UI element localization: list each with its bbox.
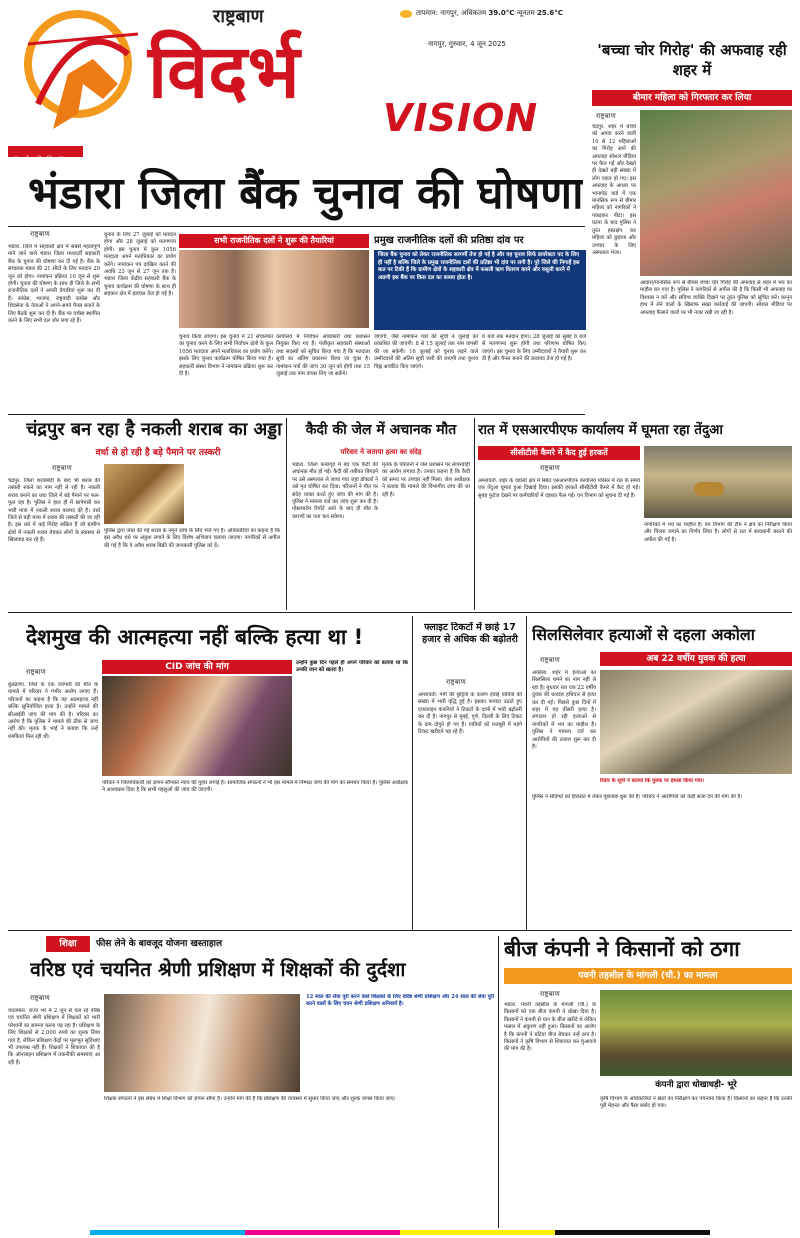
deshmukh-body: बुलढाणा. जिले के एक व्यापारी की मौत के मामले में परिवार ने गंभीर आरोप लगाए हैं। परिजनों का कहना है कि यह आत्महत्या नहीं बल्कि सुनियोजित हत्या है। उन्होंने मामले की सीआईडी जांच की मांग की है। परिवार का आरोप है कि पुलिस ने मामले की ठीक से जांच नहीं की। मृतक के भाई ने बताया कि उन्हें धमकियां मिल रही थीं।: [8, 682, 98, 740]
akola-body: अकोला. शहर में हत्याओं का सिलसिला थमने का नाम नहीं ले रहा है। बुधवार रात एक 22 वर्षीय युवक की धारदार हथियार से हत्या कर दी गई। पिछले कुछ दिनों में शहर में यह तीसरी हत्या है। लगातार हो रही हत्याओं से नागरिकों में भय का माहौल है। पुलिस ने मामला दर्ज कर आरोपियों की तलाश शुरू कर दी है।: [532, 670, 596, 751]
kaidi-body: भंडारा. जिला कारागृह में बंद एक कैदी की अचानक मौत हो गई। कैदी की तबीयत बिगड़ने पर उसे अस्पताल ले जाया गया जहां डॉक्टरों ने उसे मृत घोषित कर दिया। परिजनों ने मौत पर संदेह व्यक्त करते हुए जांच की मांग की है। पुलिस ने मामला दर्ज कर जांच शुरू कर दी है। पोस्टमार्टम रिपोर्ट आने के बाद ही मौत के कारणों का पता चल सकेगा।: [292, 462, 378, 520]
side-tag: राष्ट्रबाण: [596, 112, 616, 120]
side-sub: बीमार महिला को गिरफ्तार कर लिया: [592, 90, 792, 106]
lead-side-headline: प्रमुख राजनीतिक दलों की प्रतिष्ठा दांव पर: [374, 235, 524, 246]
akola-tag: राष्ट्रबाण: [540, 656, 560, 664]
lead-col3: चुनाव किया जाएगा। इस चुनाव में 21 संचालकों का चुनाव करने के लिए सभी निर्वाचन क्षेत्रों के कुल 1056 मतदाता अपने मताधिकार का प्रयोग करेंगे। इसके लिए चुनाव कार्यक्रम घोषित किया गया है। सहकारी संस्था विभाग ने नामांकन प्रक्रिया शुरू कर दी है।: [179, 334, 273, 378]
akola-body2: पुलिस ने संदिग्धों को हिरासत में लेकर पूछताछ शुरू की है। परिवार ने आरोपियों को कड़ी सजा देने की मांग की है।: [532, 794, 743, 800]
weather-icon: [400, 10, 412, 18]
raat-tag: राष्ट्रबाण: [540, 464, 560, 472]
akola-caption: रिवार के सूत्रों ने बताया कि युवक पर हमला किया गया।: [600, 778, 704, 784]
lead-tag: राष्ट्रबाण: [30, 230, 50, 238]
archer-logo: [8, 4, 153, 154]
weather-label: तापमान: नागपुर, अधिकतम: [416, 9, 487, 17]
lead-side-box: जिला बैंक चुनाव को लेकर राजनीतिक सरगर्मी तेज हो गई है और यह चुनाव सिर्फ डायरेक्टर पद के लिए ही नहीं है बल्कि जिले के प्रमुख राजनीतिक दलों की प्रतिष्ठा भी दांव पर लगी है। पूरे जिले की निगाहें इस बात पर टिकी हैं कि ग्रामीण क्षेत्रों के सहकारी क्षेत्र में फसली ऋण वितरण करने और वसूली करने में अग्रणी इस बैंक पर किस दल का कब्जा होता है।: [374, 250, 586, 330]
dateline: नागपुर, गुरुवार, 4 जून 2025: [428, 40, 506, 48]
masthead: [8, 4, 586, 163]
deshmukh-photo: [102, 676, 292, 776]
shiksha-label: शिक्षा: [46, 936, 90, 952]
brand-big: विदर्भ: [148, 29, 300, 115]
kaidi-sub: परिवार ने जताया हत्या का संदेह: [340, 448, 422, 456]
shiksha-headline: वरिष्ठ एवं चयनित श्रेणी प्रशिक्षण में शिक्षकों की दुर्दशा: [30, 958, 406, 981]
chandrapur-sub: वर्धा से हो रही है बड़े पैमाने पर तस्करी: [95, 448, 221, 458]
beej-sub: पवनी तहसील के मांगली (चौ.) का मामला: [504, 968, 792, 984]
kaidi-body2: मृतक के परिजनों ने जेल प्रशासन पर लापरवाही का आरोप लगाया है। उनका कहना है कि कैदी को समय पर उपचार नहीं मिला। जेल अधीक्षक ने बताया कि मामले की विभागीय जांच की जा रही है।: [382, 462, 470, 498]
akola-headline: सिलसिलेवार हत्याओं से दहला अकोला: [532, 625, 755, 644]
lead-photo: [179, 250, 369, 328]
lead-col4: कार्यालय में निर्वाचन अधिकारी तथा प्रशासन नियुक्त किए गए हैं। पंजीकृत सहकारी संस्थाओं तथा सदस्यों को सूचित किया गया है कि मतदाता सूची का अंतिम प्रकाशन किया जा चुका है। नामांकन पत्रों की जांच 30 जून को होगी तथा 15 जुलाई तक नाम वापस लिए जा सकेंगे।: [276, 334, 370, 378]
flight-headline: फ्लाइट टिकटों में छाहे 17 हजार से अधिक की बढ़ोतरी: [422, 622, 518, 645]
raat-body: अमरावती. शहर के वडाली क्षेत्र में स्थित एसआरपीएफ कार्यालय परिसर में रात के समय एक तेंदुआ घूमता हुआ दिखाई दिया। इसकी हरकतें सीसीटीवी कैमरे में कैद हो गईं। सुबह फुटेज देखने पर कर्मचारियों में दहशत फैल गई। वन विभाग को सूचना दी गई है।: [478, 478, 640, 499]
raat-photo: [644, 446, 792, 518]
kaidi-headline: कैदी की जेल में अचानक मौत: [305, 422, 457, 438]
raat-sub: सीसीटीवी कैमरे में कैद हुई हरकतें: [478, 446, 640, 460]
color-bar: [90, 1230, 710, 1235]
raat-headline: रात में एसआरपीएफ कार्यालय में घूमता रहा तेंदुआ: [478, 422, 723, 438]
shiksha-photo: [104, 994, 300, 1092]
beej-body2: कृषि विभाग के अधिकारियों ने खेतों का निरीक्षण कर पंचनामा किया है। किसानों का कहना है कि उनकी पूरी मेहनत और पैसा बर्बाद हो गया।: [600, 1096, 792, 1110]
lead-col2: चुनाव के लिए 27 जुलाई को मतदान होगा और 28 जुलाई को मतगणना होगी। इस चुनाव में कुल 1056 मतदाता अपने मताधिकार का प्रयोग करेंगे। नामांकन पत्र दाखिल करने की अवधि 23 जून से 27 जून तक है। भंडारा जिला केंद्रीय सहकारी बैंक के चुनाव कार्यक्रम की घोषणा के साथ ही सहकार क्षेत्र में हलचल तेज हो गई है।: [104, 232, 176, 298]
weather-min: 25.6°C: [537, 9, 563, 17]
motto-bar: [8, 146, 83, 163]
shiksha-body: यवतमाल. राज्य भर में 2 जून से चल रहे वरिष्ठ एवं चयनित श्रेणी प्रशिक्षण में शिक्षकों को भारी परेशानी का सामना करना पड़ रहा है। प्रशिक्षण के लिए शिक्षकों से 2,000 रुपये का शुल्क लिया गया है, लेकिन प्रशिक्षण केंद्रों पर मूलभूत सुविधाएं भी उपलब्ध नहीं हैं। शिक्षकों ने शिकायत की है कि ऑनलाइन प्रशिक्षण में तकनीकी समस्याएं आ रही हैं।: [8, 1008, 100, 1066]
shiksha-body2: शिक्षक संगठनों ने इस संबंध में शिक्षा विभाग को ज्ञापन सौंपा है। उन्होंने मांग की है कि प्रशिक्षण की व्यवस्था में सुधार किया जाए और शुल्क वापस किया जाए।: [104, 1096, 396, 1102]
weather-min-label: न्यूनतम: [516, 9, 535, 17]
chandrapur-tag: राष्ट्रबाण: [52, 464, 72, 472]
flight-body: अमरावती. गर्मी की छुट्टियों के कारण हवाई यात्रियों की संख्या में भारी वृद्धि हुई है। इसका फायदा उठाते हुए एयरलाइन कंपनियों ने टिकटों के दामों में भारी बढ़ोतरी कर दी है। नागपुर से मुंबई, पुणे, दिल्ली के लिए टिकट के दाम दोगुने हो गए हैं। यात्रियों को मजबूरी में महंगे टिकट खरीदने पड़ रहे हैं।: [418, 692, 522, 736]
deshmukh-tag: राष्ट्रबाण: [26, 668, 46, 676]
akola-sub: अब 22 वर्षीय युवक की हत्या: [600, 652, 792, 666]
lead-body: भंडारा. जिले में सहकारी क्षेत्र में सबसे महत्वपूर्ण माने जाने वाले भंडारा जिला मध्यवर्ती सहकारी बैंक के चुनाव की घोषणा कर दी गई है। बैंक के संचालक मंडल की 21 सीटों के लिए मतदान 29 जून को होगा। नामांकन प्रक्रिया 10 जून से शुरू होगी। चुनाव की घोषणा के साथ ही जिले के सभी राजनीतिक दलों ने अपनी तैयारियां शुरू कर दी हैं। कांग्रेस, भाजपा, राष्ट्रवादी कांग्रेस और शिवसेना के नेताओं ने अपने-अपने पैनल बनाने के लिए बैठकें शुरू कर दी हैं। बैंक पर वर्चस्व स्थापित करने के लिए सभी दल जोर लगा रहे हैं।: [8, 244, 100, 325]
leopard-figure: [694, 482, 724, 496]
lead-headline: भंडारा जिला बैंक चुनाव की घोषणा: [28, 168, 583, 219]
chandrapur-headline: चंद्रपुर बन रहा है नकली शराब का अड्डा: [26, 419, 282, 440]
lead-photo-bar: सभी राजनीतिक दलों ने शुरू की तैयारियां: [179, 234, 369, 248]
akola-photo: [600, 670, 792, 774]
weather-max: 39.0°C: [488, 9, 515, 17]
side-body-cont: आवारा/मानसिक रूप से बीमार बच्चा चोर गिरोह की अफवाह से शहर में भय का माहौल बन गया है। पुलिस ने नागरिकों से अपील की है कि किसी भी अफवाह पर विश्वास न करें और संदिग्ध व्यक्ति दिखने पर तुरंत पुलिस को सूचित करें। कानून हाथ में लेने वालों के खिलाफ सख्त कार्रवाई की जाएगी। सोशल मीडिया पर अफवाह फैलाने वालों पर भी नजर रखी जा रही है।: [640, 280, 792, 316]
weather-strip: [416, 9, 563, 18]
beej-body: भंडारा. पवनी तहसील के मांगली (चौ.) के किसानों को एक बीज कंपनी ने धोखा दिया है। किसानों ने कंपनी से धान के बीज खरीदे थे लेकिन फसल में अंकुरण नहीं हुआ। किसानों का आरोप है कि कंपनी ने घटिया बीज बेचकर उन्हें ठगा है। किसानों ने कृषि विभाग से शिकायत कर मुआवजे की मांग की है।: [504, 1002, 596, 1053]
shiksha-kicker: फीस लेने के बावजूद योजना खस्ताहाल: [96, 939, 223, 949]
side-photo: [640, 110, 792, 276]
beej-tag: राष्ट्रबाण: [540, 990, 560, 998]
chandrapur-photo: [104, 464, 184, 524]
chandrapur-body2: पुलिस द्वारा जब्त की गई शराब के नमूने जांच के लिए भेजे गए हैं। अधिकारियों का कहना है कि इस अवैध धंधे पर अंकुश लगाने के लिए विशेष अभियान चलाया जाएगा। नागरिकों से अपील की गई है कि वे अवैध शराब बिक्री की जानकारी पुलिस को दें।: [104, 528, 280, 549]
flight-tag: राष्ट्रबाण: [446, 678, 466, 686]
raat-body2: नागरिकों में भय का माहौल है। वन विभाग की टीम ने क्षेत्र का निरीक्षण किया और पिंजरा लगाने का निर्णय लिया है। लोगों से रात में सावधानी बरतने की अपील की गई है।: [644, 522, 792, 543]
deshmukh-callout: उन्होंने कुछ दिन पहले ही अपने परिवार को बताया था कि उनकी जान को खतरा है।: [296, 660, 408, 674]
brand-vision: VISION: [383, 96, 539, 140]
lead-col5: जाएगी, जैसे नामांकन पत्रों की सूची 4 जुलाई को प्रकाशित की जाएगी। 8 से 15 जुलाई तक नाम वापसी की जा सकेगी। 16 जुलाई को चुनाव लड़ने वाले उम्मीदवारों की अंतिम सूची जारी की जाएगी तथा चुनाव चिह्न आवंटित किए जाएंगे।: [374, 334, 478, 370]
chandrapur-body: चंद्रपुर. जिला शराबबंदी के बाद भी शराब की तस्करी रुकने का नाम नहीं ले रही है। नकली शराब बनाने का धंधा जिले में बड़े पैमाने पर फल-फूल रहा है। पुलिस ने हाल ही में छापेमारी कर भारी मात्रा में नकली शराब बरामद की है। वर्धा जिले से बड़ी मात्रा में शराब की तस्करी की जा रही है। इस धंधे में कई गिरोह सक्रिय हैं जो ग्रामीण क्षेत्रों में नकली शराब बेचकर लोगों के स्वास्थ्य से खिलवाड़ कर रहे हैं।: [8, 478, 100, 544]
shiksha-callout: 12 साल की सेवा पूरी करने वाले शिक्षकों के लिए वरिष्ठ श्रेणी प्रशिक्षण और 24 साल की सेवा पूरी करने वालों के लिए चयन श्रेणी प्रशिक्षण अनिवार्य है।: [306, 994, 494, 1008]
deshmukh-headline: देशमुख की आत्महत्या नहीं बल्कि हत्या था !: [26, 625, 364, 649]
brand-small: राष्ट्रबाण: [213, 6, 264, 27]
beej-photo-bar: कंपनी द्वारा धोखाधड़ी- भूरे: [655, 1080, 737, 1090]
side-body-lead: चंद्रपुर. शहर में बच्चों को अगवा करने वाली 10 से 12 महिलाओं का गिरोह आने की अफवाह सोशल मीडिया पर फैल गई और देखते ही देखते बड़ी संख्या में लोग एकत्र हो गए। इस अफवाह के आधार पर भानापेठ वार्ड में एक मानसिक रूप से बीमार महिला को नागरिकों ने पकड़कर पीटा। इस घटना के बाद पुलिस ने तुरंत हस्तक्षेप कर महिला को छुड़ाया और उपचार के लिए अस्पताल भेजा।: [592, 124, 636, 256]
deshmukh-photo-bar: CID जांच की मांग: [102, 660, 292, 674]
beej-photo: [600, 990, 792, 1076]
beej-headline: बीज कंपनी ने किसानों को ठगा: [504, 937, 740, 961]
side-headline: 'बच्चा चोर गिरोह' की अफवाह रही शहर में: [597, 41, 787, 79]
deshmukh-body2: परिवार ने जिलाधिकारी को ज्ञापन सौंपकर न्याय की गुहार लगाई है। सामाजिक संगठनों ने भी इस मामले में निष्पक्ष जांच की मांग का समर्थन किया है। पुलिस अधीक्षक ने आश्वासन दिया है कि सभी पहलुओं की जांच की जाएगी।: [102, 780, 408, 794]
lead-col6: 6 बजे तक मतदान होगा। 28 जुलाई को सुबह 8 बजे से मतगणना शुरू होगी तथा परिणाम घोषित किए जाएंगे। इस चुनाव के लिए उम्मीदवारों ने तैयारी शुरू कर दी है और पैनल बनाने की कवायद तेज हो गई है।: [482, 334, 586, 363]
motto: || धर्मो रक्षति रक्षितः ||: [14, 156, 64, 163]
shiksha-tag: राष्ट्रबाण: [30, 994, 50, 1002]
